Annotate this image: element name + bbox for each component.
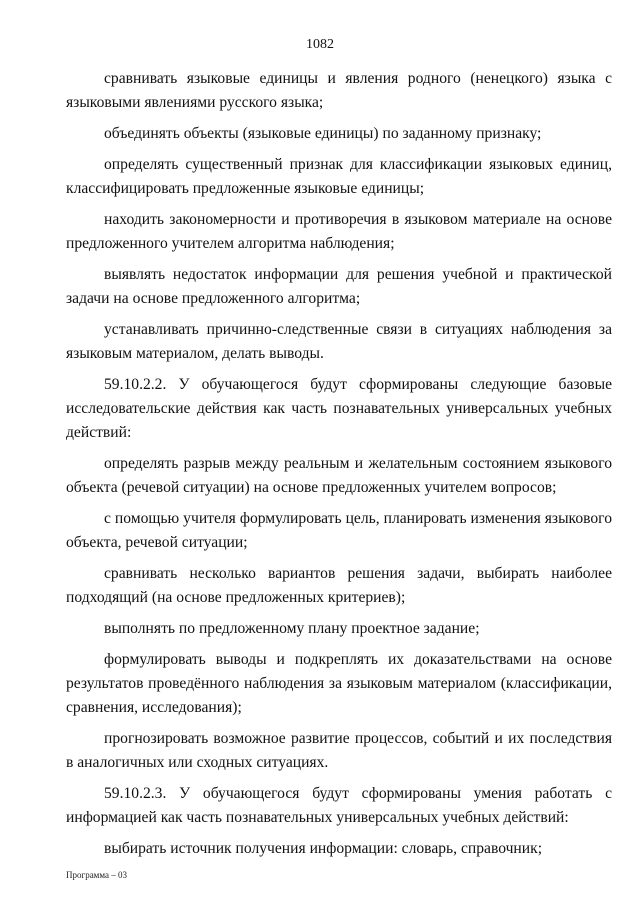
page-footer: Программа – 03 — [66, 870, 128, 880]
page-number: 1082 — [306, 37, 334, 52]
paragraph: сравнивать языковые единицы и явления родного (ненецкого) языка с языковыми явлениями русского языка; — [66, 70, 612, 111]
paragraph: сравнивать несколько вариантов решения задачи, выбирать наиболее подходящий (на основе предложенных критериев); — [66, 565, 612, 606]
section-paragraph-59-10-2-3: 59.10.2.3. У обучающегося будут сформированы умения работать с информацией как часть познавательных универсальных учебных действий: — [66, 785, 612, 826]
paragraph: с помощью учителя формулировать цель, планировать изменения языкового объекта, речевой ситуации; — [66, 510, 612, 551]
paragraph: определять разрыв между реальным и желательным состоянием языкового объекта (речевой ситуации) на основе предложенных учителем вопросов; — [66, 455, 612, 496]
paragraph: прогнозировать возможное развитие процессов, событий и их последствия в аналогичных или сходных ситуациях. — [66, 730, 612, 771]
paragraph: выбирать источник получения информации: словарь, справочник; — [104, 840, 543, 857]
section-paragraph-59-10-2-2: 59.10.2.2. У обучающегося будут сформированы следующие базовые исследовательские действия как часть познавательных универсальных учебных действий: — [66, 376, 612, 441]
paragraph: находить закономерности и противоречия в языковом материале на основе предложенного учителем алгоритма наблюдения; — [66, 211, 612, 252]
paragraph: определять существенный признак для классификации языковых единиц, классифицировать предложенные языковые единицы; — [66, 156, 612, 197]
paragraph: объединять объекты (языковые единицы) по заданному признаку; — [104, 125, 542, 142]
paragraph: выявлять недостаток информации для решения учебной и практической задачи на основе предложенного алгоритма; — [66, 266, 612, 307]
paragraph: формулировать выводы и подкреплять их доказательствами на основе результатов проведённого наблюдения за языковым материалом (классификации, сравнения, исследования); — [66, 651, 612, 716]
page-body — [66, 67, 612, 867]
paragraph: устанавливать причинно-следственные связи в ситуациях наблюдения за языковым материалом, делать выводы. — [66, 321, 612, 362]
paragraph: выполнять по предложенному плану проектное задание; — [104, 620, 480, 637]
